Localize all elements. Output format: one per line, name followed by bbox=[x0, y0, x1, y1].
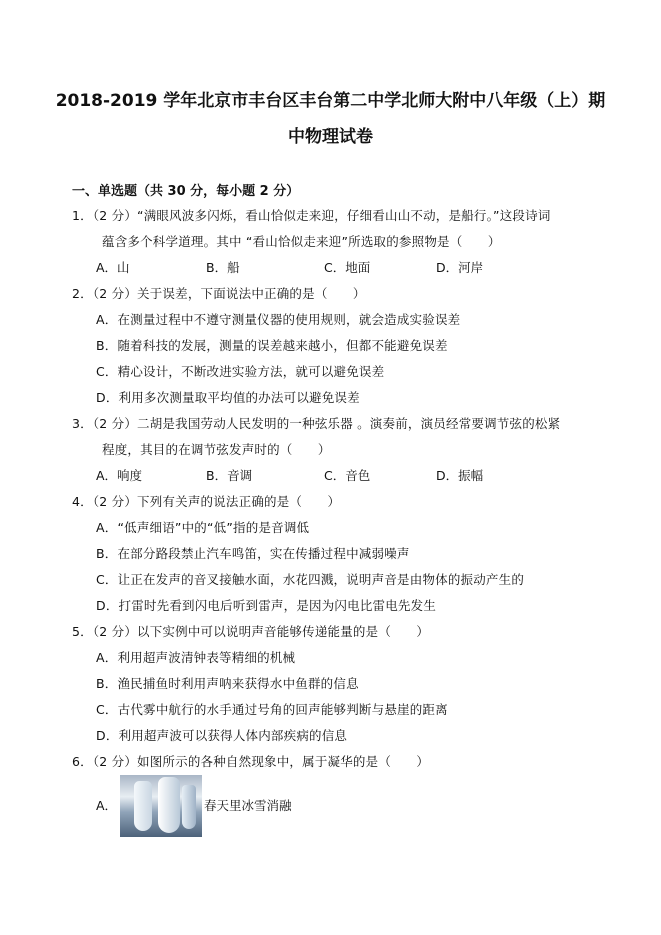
question-1-text-cont: 蕴含多个科学道理。其中 “看山恰似走来迎”所选取的参照物是（ ） bbox=[102, 234, 501, 249]
question-4-option-b: B．在部分路段禁止汽车鸣笛，实在传播过程中减弱噪声 bbox=[96, 546, 410, 561]
section-heading: 一、单选题（共 30 分，每小题 2 分） bbox=[72, 184, 300, 199]
question-1-text: 1．（2 分）“满眼风波多闪烁，看山恰似走来迎，仔细看山山不动，是船行。”这段诗词 bbox=[72, 208, 551, 223]
option-d: D．振幅 bbox=[436, 468, 484, 483]
question-4-option-a: A．“低声细语”中的“低”指的是音调低 bbox=[96, 520, 310, 535]
question-2-option-a: A．在测量过程中不遵守测量仪器的使用规则，就会造成实验误差 bbox=[96, 312, 461, 327]
question-4-text: 4．（2 分）下列有关声的说法正确的是（ ） bbox=[72, 494, 341, 509]
document-title-line1: 2018-2019 学年北京市丰台区丰台第二中学北师大附中八年级（上）期 bbox=[55, 91, 606, 111]
option-b: B．船 bbox=[206, 260, 240, 275]
question-6-option-a-letter: A． bbox=[96, 798, 118, 813]
question-5-text: 5．（2 分）以下实例中可以说明声音能够传递能量的是（ ） bbox=[72, 624, 430, 639]
question-5-option-d: D．利用超声波可以获得人体内部疾病的信息 bbox=[96, 728, 348, 743]
document-title-line2: 中物理试卷 bbox=[288, 127, 373, 147]
option-a: A．响度 bbox=[96, 468, 143, 483]
option-b: B．音调 bbox=[206, 468, 253, 483]
question-5-option-a: A．利用超声波清钟表等精细的机械 bbox=[96, 650, 296, 665]
question-5-option-b: B．渔民捕鱼时利用声呐来获得水中鱼群的信息 bbox=[96, 676, 359, 691]
question-1-options bbox=[96, 258, 596, 276]
question-6-option-a-caption: 春天里冰雪消融 bbox=[204, 798, 292, 813]
question-3-text: 3．（2 分）二胡是我国劳动人民发明的一种弦乐器 。演奏前，演员经常要调节弦的松紧 bbox=[72, 416, 561, 431]
question-2-option-c: C．精心设计，不断改进实验方法，就可以避免误差 bbox=[96, 364, 385, 379]
question-3-text-cont: 程度，其目的在调节弦发声时的（ ） bbox=[102, 442, 331, 457]
question-4-option-c: C．让正在发声的音叉接触水面，水花四溅，说明声音是由物体的振动产生的 bbox=[96, 572, 525, 587]
question-6-text: 6．（2 分）如图所示的各种自然现象中，属于凝华的是（ ） bbox=[72, 754, 430, 769]
question-3-options bbox=[96, 466, 596, 484]
melting-ice-image bbox=[120, 775, 202, 837]
question-4-option-d: D．打雷时先看到闪电后听到雷声，是因为闪电比雷电先发生 bbox=[96, 598, 437, 613]
question-2-option-b: B．随着科技的发展，测量的误差越来越小，但都不能避免误差 bbox=[96, 338, 448, 353]
question-2-option-d: D．利用多次测量取平均值的办法可以避免误差 bbox=[96, 390, 360, 405]
question-5-option-c: C．古代雾中航行的水手通过号角的回声能够判断与悬崖的距离 bbox=[96, 702, 448, 717]
option-d: D．河岸 bbox=[436, 260, 484, 275]
option-a: A．山 bbox=[96, 260, 130, 275]
question-2-text: 2．（2 分）关于误差，下面说法中正确的是（ ） bbox=[72, 286, 366, 301]
option-c: C．地面 bbox=[324, 260, 371, 275]
option-c: C．音色 bbox=[324, 468, 371, 483]
